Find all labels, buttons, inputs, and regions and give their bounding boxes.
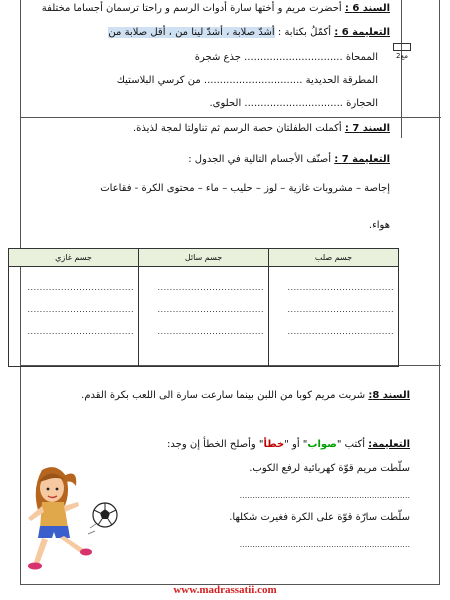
instruction-options: أشدّ صلابة ، أشدّ لينا من ، أقل صلابة من [108,27,275,38]
section-divider-6-7 [21,117,441,118]
answer-blank[interactable]: ............................... [244,98,343,109]
items-list-cont: هواء. [368,220,390,231]
grade-label: مع2 [396,52,408,60]
answer-blank[interactable]: ............................... [203,75,303,86]
row-left: الممحاة [345,52,378,63]
instruction-text: " أو " [284,439,308,450]
row-left: الحجارة [346,98,378,109]
fill-row [195,52,378,64]
row-right: من كرسي البلاستيك [116,75,201,86]
word-correct: صواب [307,439,337,450]
instruction-text: " وأصلح الخطأ إن وجد: [167,439,264,450]
instruction-text: أكتب " [336,439,365,450]
solid-cell[interactable] [269,267,399,367]
footer-url[interactable]: www.madrassatii.com [173,584,277,596]
word-wrong: خطأ [263,439,285,450]
cell-dots: ................................... ................................... ................................... [287,283,394,336]
cell-dots: ................................... ................................... ................................... [157,283,264,336]
sanad-text: شربت مريم كوبا من اللبن بينما سارعت سارة الى اللعب بكرة القدم. [81,390,366,401]
sanad-label: السند 6 : [344,3,390,14]
fill-row [209,98,378,110]
items-list: إجاصة – مشروبات غازية – لوز – حليب – ماء – محتوى الكرة - فقاعات [100,183,390,194]
row-right: جذع شجرة [194,52,241,63]
section6-instruction [108,27,390,39]
sanad-label: السند 8: [368,390,410,401]
cell-dots: ................................... ................................... ................................... [27,283,134,336]
section6-sanad [42,3,390,15]
sanad-label: السند 7 : [344,123,390,134]
grade-box [389,43,415,65]
answer-line-1[interactable]: ................................................................... [239,491,410,500]
header-solid: جسم صلب [269,249,399,267]
grade-square [393,43,411,51]
sanad-text: أحضرت مريم و أختها سارة أدوات الرسم و راحتا ترسمان أجساما مختلفة [41,3,342,14]
instruction-text: أصنّف الأجسام التالية في الجدول : [188,154,332,165]
fill-row [117,75,378,87]
instruction-label: التعليمة 6 : [334,27,390,38]
section8-instruction [167,439,410,451]
girl-kicking-ball-illustration [12,458,122,578]
section7-sanad [133,123,390,135]
header-gas: جسم غازي [9,249,139,267]
gas-cell[interactable] [9,267,139,367]
header-liquid: جسم سائل [139,249,269,267]
sanad-text: أكملت الطفلتان حصة الرسم ثم تناولتا لمجة لذيذة. [132,123,342,134]
classification-table [8,248,399,367]
statement-2: سلّطت سارّة قوّة على الكرة فغيرت شكلها. [229,512,410,523]
instruction-label: التعليمة 7 : [334,154,390,165]
row-right: الحلوى. [209,98,242,109]
section8-sanad [81,390,410,402]
row-left: المطرقة الحديدية [305,75,378,86]
liquid-cell[interactable] [139,267,269,367]
section7-instruction [188,154,390,166]
instruction-pre: أكمّلُ بكتابة : [277,27,332,38]
answer-line-2[interactable]: ................................................................... [239,540,410,549]
statement-1: سلّطت مريم قوّة كهربائية لرفع الكوب. [249,463,410,474]
answer-blank[interactable]: ............................... [244,52,343,63]
instruction-label: التعليمة: [368,439,410,450]
